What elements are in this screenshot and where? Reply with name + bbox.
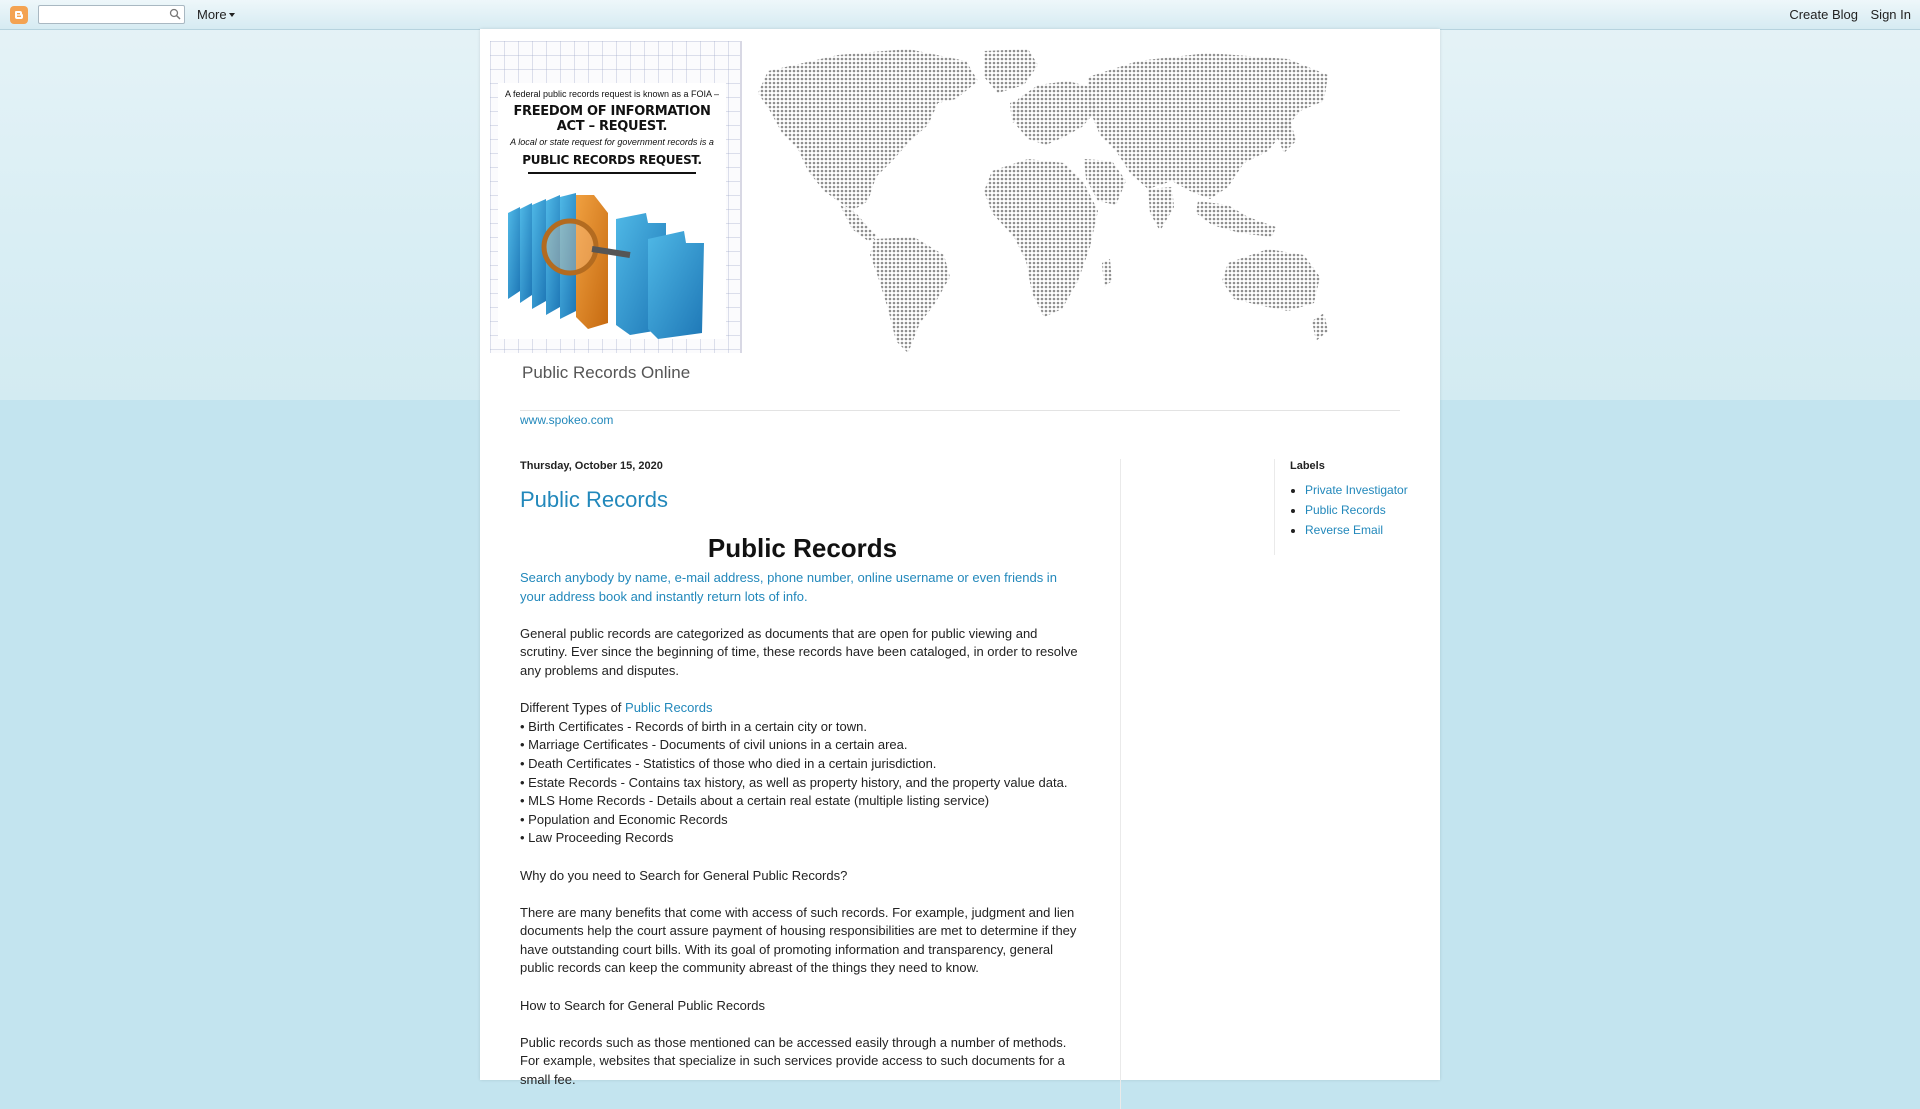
paragraph-benefits: There are many benefits that come with access of such records. For example, judgment and lien documents help the court assure payment of housing responsibilities are met to determine if they have outstanding court bills. With its goal of promoting information and transparency, general public records can keep the community abreast of the things they need to know.	[520, 904, 1077, 976]
flyer-card	[498, 83, 726, 339]
world-map-illustration	[728, 41, 1330, 353]
public-records-link[interactable]: Public Records	[625, 700, 713, 716]
navbar-search-input[interactable]	[38, 5, 185, 24]
foia-flyer-image	[490, 41, 742, 353]
list-item: • Birth Certificates - Records of birth in a certain city or town.	[520, 718, 868, 734]
flyer-line-2b: ACT – REQUEST.	[556, 119, 668, 134]
more-menu-button[interactable]	[197, 7, 235, 22]
folders-magnifier-illustration	[498, 183, 726, 339]
paragraph-intro: General public records are categorized as documents that are open for public viewing and scrutiny. Ever since the beginning of time, these records have been cataloged, in order to resolve any problems and disputes.	[520, 625, 1078, 678]
more-label: More	[197, 7, 227, 22]
post-heading: Public Records	[707, 533, 898, 563]
labels-list	[1290, 483, 1410, 537]
sidebar	[1290, 457, 1410, 543]
post-title-link[interactable]: Public Records	[520, 487, 668, 512]
create-blog-link[interactable]: Create Blog	[1789, 7, 1858, 22]
list-item: • Law Proceeding Records	[520, 830, 674, 846]
list-item: • MLS Home Records - Details about a certain real estate (multiple listing service)	[520, 793, 990, 809]
label-reverse-email[interactable]: Reverse Email	[1305, 523, 1384, 537]
spokeo-search-link[interactable]: Search anybody by name, e-mail address, phone number, online username or even friends in your address book and instantly return lots of info.	[520, 570, 1057, 604]
caret-down-icon	[229, 13, 235, 17]
search-icon[interactable]	[169, 8, 181, 23]
blog-title[interactable]: Public Records Online	[522, 363, 691, 382]
list-item: • Death Certificates - Statistics of those who died in a certain jurisdiction.	[520, 755, 937, 771]
flyer-underline	[528, 172, 696, 174]
flyer-line-4: PUBLIC RECORDS REQUEST.	[522, 153, 702, 167]
sign-in-link[interactable]: Sign In	[1870, 7, 1911, 22]
spokeo-page-link[interactable]: www.spokeo.com	[520, 413, 614, 427]
label-item	[1305, 503, 1410, 517]
blogger-navbar	[0, 0, 1920, 30]
sidebar-inner-divider	[1274, 459, 1275, 555]
main-sidebar-divider	[1120, 459, 1121, 1109]
list-item: • Population and Economic Records	[520, 811, 728, 827]
flyer-line-2a: FREEDOM OF INFORMATION	[513, 104, 711, 119]
label-private-investigator[interactable]: Private Investigator	[1305, 483, 1408, 497]
header-image[interactable]	[490, 41, 1330, 353]
types-prefix: Different Types of	[520, 700, 626, 716]
list-item: • Estate Records - Contains tax history, as well as property history, and the property value data.	[520, 774, 1068, 790]
flyer-line-2	[498, 104, 726, 134]
why-heading: Why do you need to Search for General Public Records?	[520, 867, 848, 883]
label-item	[1305, 523, 1410, 537]
how-heading: How to Search for General Public Records	[520, 997, 765, 1013]
label-public-records[interactable]: Public Records	[1305, 503, 1386, 517]
post-date: Thursday, October 15, 2020	[520, 460, 663, 472]
flyer-line-3: A local or state request for government records is a	[510, 137, 714, 147]
blog-content	[480, 29, 1440, 1088]
label-item	[1305, 483, 1410, 497]
blogger-icon[interactable]	[10, 6, 28, 24]
paragraph-methods: Public records such as those mentioned can be accessed easily through a number of methods. For example, websites that specialize in such services provide access to such documents for a small fee.	[520, 1034, 1067, 1088]
header-divider	[520, 410, 1400, 411]
post-body	[520, 569, 1085, 1090]
flyer-line-1: A federal public records request is known as a FOIA –	[504, 89, 720, 99]
types-heading	[520, 699, 1085, 718]
list-item: • Marriage Certificates - Documents of civil unions in a certain area.	[520, 737, 908, 753]
labels-title: Labels	[1290, 460, 1325, 472]
main-column	[520, 457, 1085, 1090]
